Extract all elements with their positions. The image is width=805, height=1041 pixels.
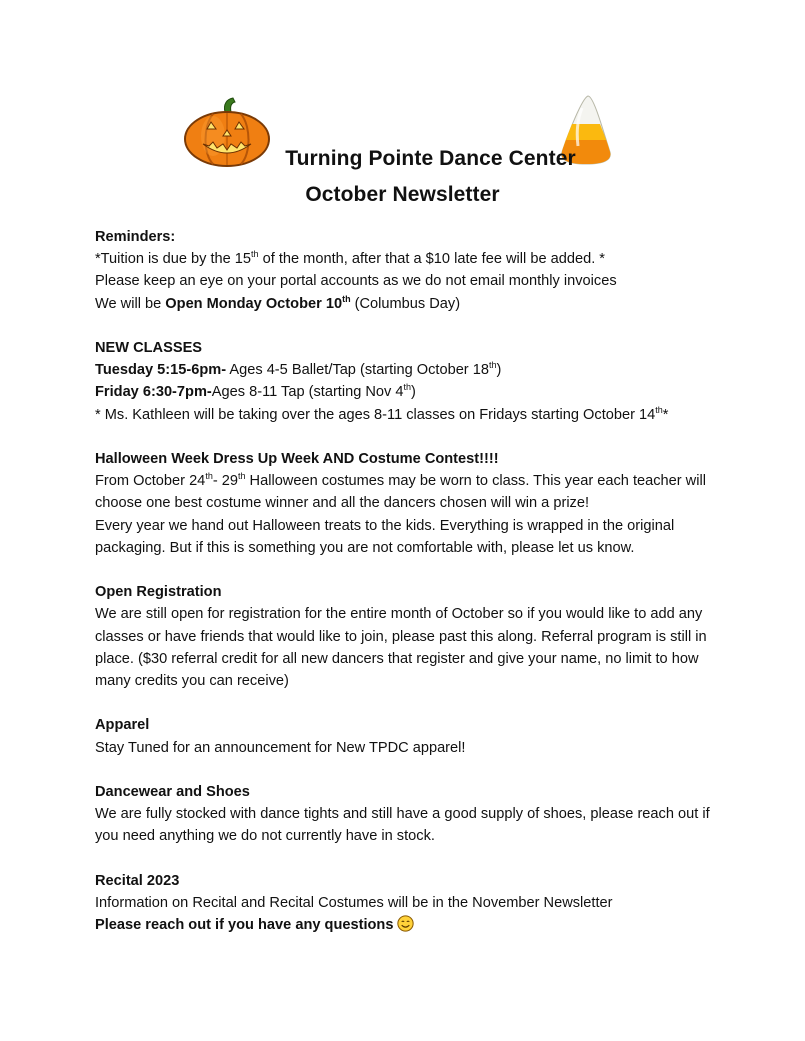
newsletter-subtitle: October Newsletter bbox=[305, 183, 500, 206]
dancewear-line-2: you need anything we do not currently have in stock. bbox=[95, 828, 435, 845]
reminder-tuition: *Tuition is due by the 15th of the month, after that a $10 late fee will be added. * bbox=[95, 249, 605, 268]
closing-line: Please reach out if you have any questions bbox=[95, 914, 735, 936]
smiley-face-icon bbox=[397, 915, 414, 932]
registration-line-4: many credits you can receive) bbox=[95, 673, 289, 690]
newsletter-title: Turning Pointe Dance Center bbox=[285, 147, 576, 170]
apparel-line: Stay Tuned for an announcement for New TPDC apparel! bbox=[95, 739, 466, 756]
new-classes-heading: NEW CLASSES bbox=[95, 340, 203, 356]
class-note: * Ms. Kathleen will be taking over the ages 8-11 classes on Fridays starting October 14th* bbox=[95, 404, 669, 423]
halloween-treats-2: packaging. But if this is something you are not comfortable with, please let us know. bbox=[95, 539, 635, 556]
recital-line: Information on Recital and Recital Costumes will be in the November Newsletter bbox=[95, 895, 613, 911]
registration-heading: Open Registration bbox=[95, 584, 222, 601]
reminder-portal: Please keep an eye on your portal accounts as we do not email monthly invoices bbox=[95, 273, 617, 290]
reminder-open-monday: We will be Open Monday October 10th (Columbus Day) bbox=[95, 293, 461, 312]
registration-line-1: We are still open for registration for the entire month of October so if you would like to add any bbox=[95, 606, 703, 623]
dancewear-heading: Dancewear and Shoes bbox=[95, 784, 250, 800]
halloween-treats-1: Every year we hand out Halloween treats to the kids. Everything is wrapped in the original bbox=[95, 517, 675, 534]
reminders-heading: Reminders: bbox=[95, 229, 176, 245]
halloween-heading: Halloween Week Dress Up Week AND Costume Contest!!!! bbox=[95, 451, 499, 467]
recital-heading: Recital 2023 bbox=[95, 872, 180, 889]
apparel-heading: Apparel bbox=[95, 717, 150, 734]
halloween-dates: From October 24th- 29th Halloween costumes may be worn to class. This year each teacher will bbox=[95, 471, 706, 490]
dancewear-line-1: We are fully stocked with dance tights and still have a good supply of shoes, please reach out if bbox=[95, 806, 710, 823]
class-friday: Friday 6:30-7pm-Ages 8-11 Tap (starting Nov 4th) bbox=[95, 382, 416, 401]
newsletter-body bbox=[95, 226, 735, 936]
registration-line-2: classes or have friends that would like to join, please past this along. Referral program is still in bbox=[95, 628, 707, 645]
class-tuesday: Tuesday 5:15-6pm- Ages 4-5 Ballet/Tap (starting October 18th) bbox=[95, 360, 502, 379]
registration-line-3: place. ($30 referral credit for all new dancers that register and give your name, no limit to how bbox=[95, 650, 699, 667]
halloween-prize: choose one best costume winner and all the dancers chosen will win a prize! bbox=[95, 495, 590, 512]
